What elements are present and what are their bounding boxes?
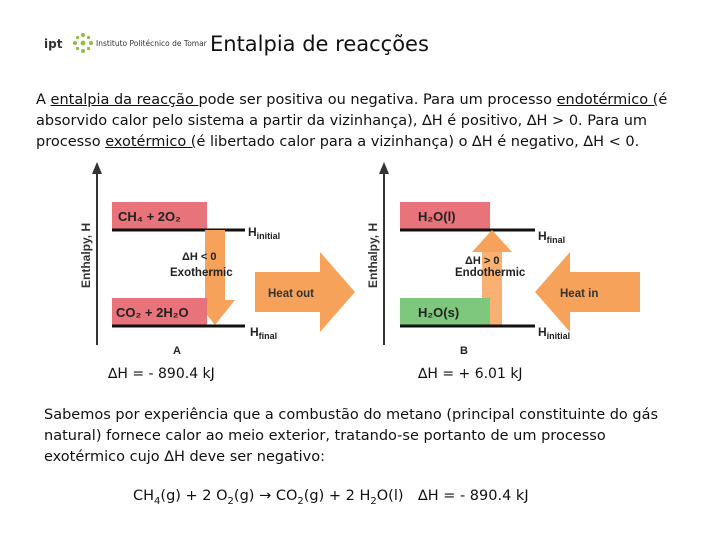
term-exotermico: exotérmico ( — [105, 134, 197, 150]
intro-text: pode ser positiva ou negativa. Para um processo — [198, 92, 557, 108]
intro-text: é libertado calor para a vizinhança) o ∆H é negativo, ∆H < 0. — [196, 134, 640, 150]
reaction-arrow-icon: → — [259, 488, 272, 504]
term-endotermico: endotérmico ( — [556, 92, 659, 108]
logo-institution-name: Instituto Politécnico de Tomar — [96, 39, 207, 48]
logo-dots-icon — [72, 32, 94, 54]
diagram-b-heat-label: Heat in — [560, 288, 599, 300]
combustion-equation: $CH_4(g) + 2$ $O_2(g) \to CO_2(g) + 2$ $H_2O(l)$ — [133, 488, 404, 507]
diagram-b-yaxis-label: Enthalpy, H — [366, 222, 380, 288]
intro-text: A — [36, 92, 51, 108]
diagram-a-delta-h: ΔH < 0 — [182, 251, 217, 263]
diagram-b-h-initial: $H_{initial}$ — [538, 325, 571, 341]
diagram-b-up-arrow-icon — [472, 230, 512, 252]
diagram-a-heat-label: Heat out — [268, 288, 314, 300]
intro-paragraph — [36, 90, 686, 153]
institution-logo — [38, 30, 207, 58]
diagram-a-letter: A — [173, 345, 181, 357]
diagram-a-h-final: $H_{final}$ — [250, 325, 278, 341]
diagram-b-delta-h: ΔH > 0 — [465, 255, 500, 267]
enthalpy-diagrams — [70, 160, 650, 360]
slide-title: Entalpia de reacções — [210, 32, 429, 56]
diagram-a-axis-arrow-icon — [92, 162, 102, 174]
diagram-b-product-label: H₂O(l) — [418, 209, 456, 224]
diagram-b-reactant-label: H₂O(s) — [418, 305, 460, 320]
intro-text: é absorvido calor pelo sistema a partir da vizinhança), ∆H é positivo, ∆H > 0. Para um processo — [36, 92, 668, 150]
diagram-a-kind: Exothermic — [170, 267, 233, 279]
diagram-a-reactant-label: CH₄ + 2O₂ — [118, 209, 181, 224]
combustion-delta-h: ∆H = - 890.4 kJ — [418, 488, 529, 504]
diagram-a-yaxis-label: Enthalpy, H — [79, 222, 93, 288]
diagram-b-kind: Endothermic — [455, 267, 526, 279]
methane-paragraph: Sabemos por experiência que a combustão do metano (principal constituinte do gás natural) fornece calor ao meio exterior, tratando-se portanto de um processo exotérmico cujo ∆H deve ser negativo: — [44, 407, 659, 465]
diagram-b-letter: B — [460, 345, 468, 357]
diagram-b-h-final: $H_{final}$ — [538, 229, 566, 245]
diagram-a-product-label: CO₂ + 2H₂O — [116, 305, 189, 320]
diagram-a-exothermic — [79, 162, 355, 357]
term-entalpia: entalpia da reacção — [50, 92, 199, 108]
delta-h-a: ∆H = - 890.4 kJ — [108, 366, 215, 382]
diagram-a-h-initial: $H_{initial}$ — [248, 225, 281, 241]
diagram-b-axis-arrow-icon — [379, 162, 389, 174]
logo-abbreviation: ipt — [44, 37, 63, 51]
delta-h-b: ∆H = + 6.01 kJ — [418, 366, 523, 382]
diagram-b-endothermic — [366, 162, 640, 357]
